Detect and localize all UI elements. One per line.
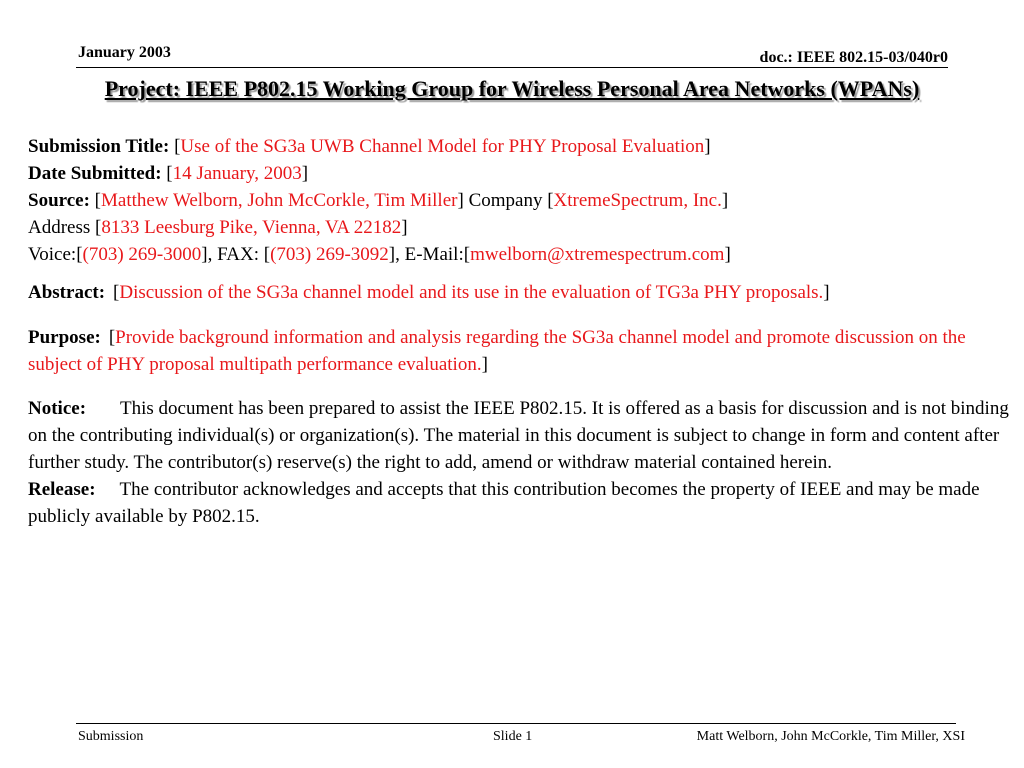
purpose-paragraph: Purpose: [Provide background information and analysis regarding the SG3a channel model and promote discussion on the subject of PHY proposal multipath performance evaluation.] bbox=[28, 327, 966, 375]
date-submitted-line: Date Submitted: [14 January, 2003] bbox=[28, 163, 309, 184]
release-paragraph bbox=[28, 476, 1014, 530]
date-submitted-value: 14 January, 2003 bbox=[172, 163, 302, 184]
submission-title-line: Submission Title: [Use of the SG3a UWB Channel Model for PHY Proposal Evaluation] bbox=[28, 136, 711, 157]
purpose-label: Purpose: bbox=[28, 327, 101, 348]
abstract-value: Discussion of the SG3a channel model and its use in the evaluation of TG3a PHY proposals. bbox=[119, 282, 824, 303]
slide-title: Project: IEEE P802.15 Working Group for Wireless Personal Area Networks (WPANs) bbox=[104, 76, 920, 101]
submission-title-label: Submission Title: bbox=[28, 136, 170, 157]
notice-text: This document has been prepared to assist the IEEE P802.15. It is offered as a basis for discussion and is not binding on the contributing individual(s) or organization(s). The material in this document is subject to change in form and content after further study. The contributor(s) reserve(s) the right to add, amend or withdraw material contained herein. bbox=[28, 398, 1009, 473]
submission-title-value: Use of the SG3a UWB Channel Model for PHY Proposal Evaluation bbox=[180, 136, 705, 157]
header-divider bbox=[76, 67, 948, 68]
email-label: E-Mail: bbox=[404, 244, 464, 265]
footer-authors: Matt Welborn, John McCorkle, Tim Miller, XSI bbox=[696, 729, 965, 744]
header-date: January 2003 bbox=[78, 44, 171, 61]
abstract-label: Abstract: bbox=[28, 282, 106, 303]
release-label: Release: bbox=[28, 479, 96, 500]
fax-label: FAX: bbox=[217, 244, 259, 265]
source-line: Source: [Matthew Welborn, John McCorkle, Tim Miller] Company [XtremeSpectrum, Inc.] bbox=[28, 190, 729, 211]
email-value: mwelborn@xtremespectrum.com bbox=[470, 244, 725, 265]
notice-label: Notice: bbox=[28, 398, 87, 419]
voice-label: Voice: bbox=[28, 244, 77, 265]
abstract-line: Abstract: [Discussion of the SG3a channel model and its use in the evaluation of TG3a PHY proposals.] bbox=[28, 282, 830, 303]
purpose-value: Provide background information and analysis regarding the SG3a channel model and promote discussion on the subject of PHY proposal multipath performance evaluation. bbox=[28, 327, 966, 375]
contact-line: Voice:[(703) 269-3000], FAX: [(703) 269-3092], E-Mail:[mwelborn@xtremespectrum.com] bbox=[28, 244, 731, 265]
document-body bbox=[28, 133, 1014, 530]
address-line: Address [8133 Leesburg Pike, Vienna, VA 22182] bbox=[28, 217, 408, 238]
address-label: Address bbox=[28, 217, 91, 238]
footer-submission: Submission bbox=[78, 729, 144, 744]
footer-slide-number: Slide 1 bbox=[493, 729, 533, 744]
release-text: The contributor acknowledges and accepts that this contribution becomes the property of IEEE and may be made publicly available by P802.15. bbox=[28, 479, 980, 527]
source-label: Source: bbox=[28, 190, 90, 211]
date-submitted-label: Date Submitted: bbox=[28, 163, 162, 184]
source-value: Matthew Welborn, John McCorkle, Tim Miller bbox=[101, 190, 458, 211]
header-doc-id: doc.: IEEE 802.15-03/040r0 bbox=[759, 49, 948, 66]
company-label: Company bbox=[468, 190, 543, 211]
address-value: 8133 Leesburg Pike, Vienna, VA 22182 bbox=[101, 217, 402, 238]
fax-value: (703) 269-3092 bbox=[270, 244, 389, 265]
footer-divider bbox=[76, 723, 956, 724]
voice-value: (703) 269-3000 bbox=[82, 244, 202, 265]
notice-paragraph bbox=[28, 395, 1014, 476]
company-value: XtremeSpectrum, Inc. bbox=[553, 190, 722, 211]
